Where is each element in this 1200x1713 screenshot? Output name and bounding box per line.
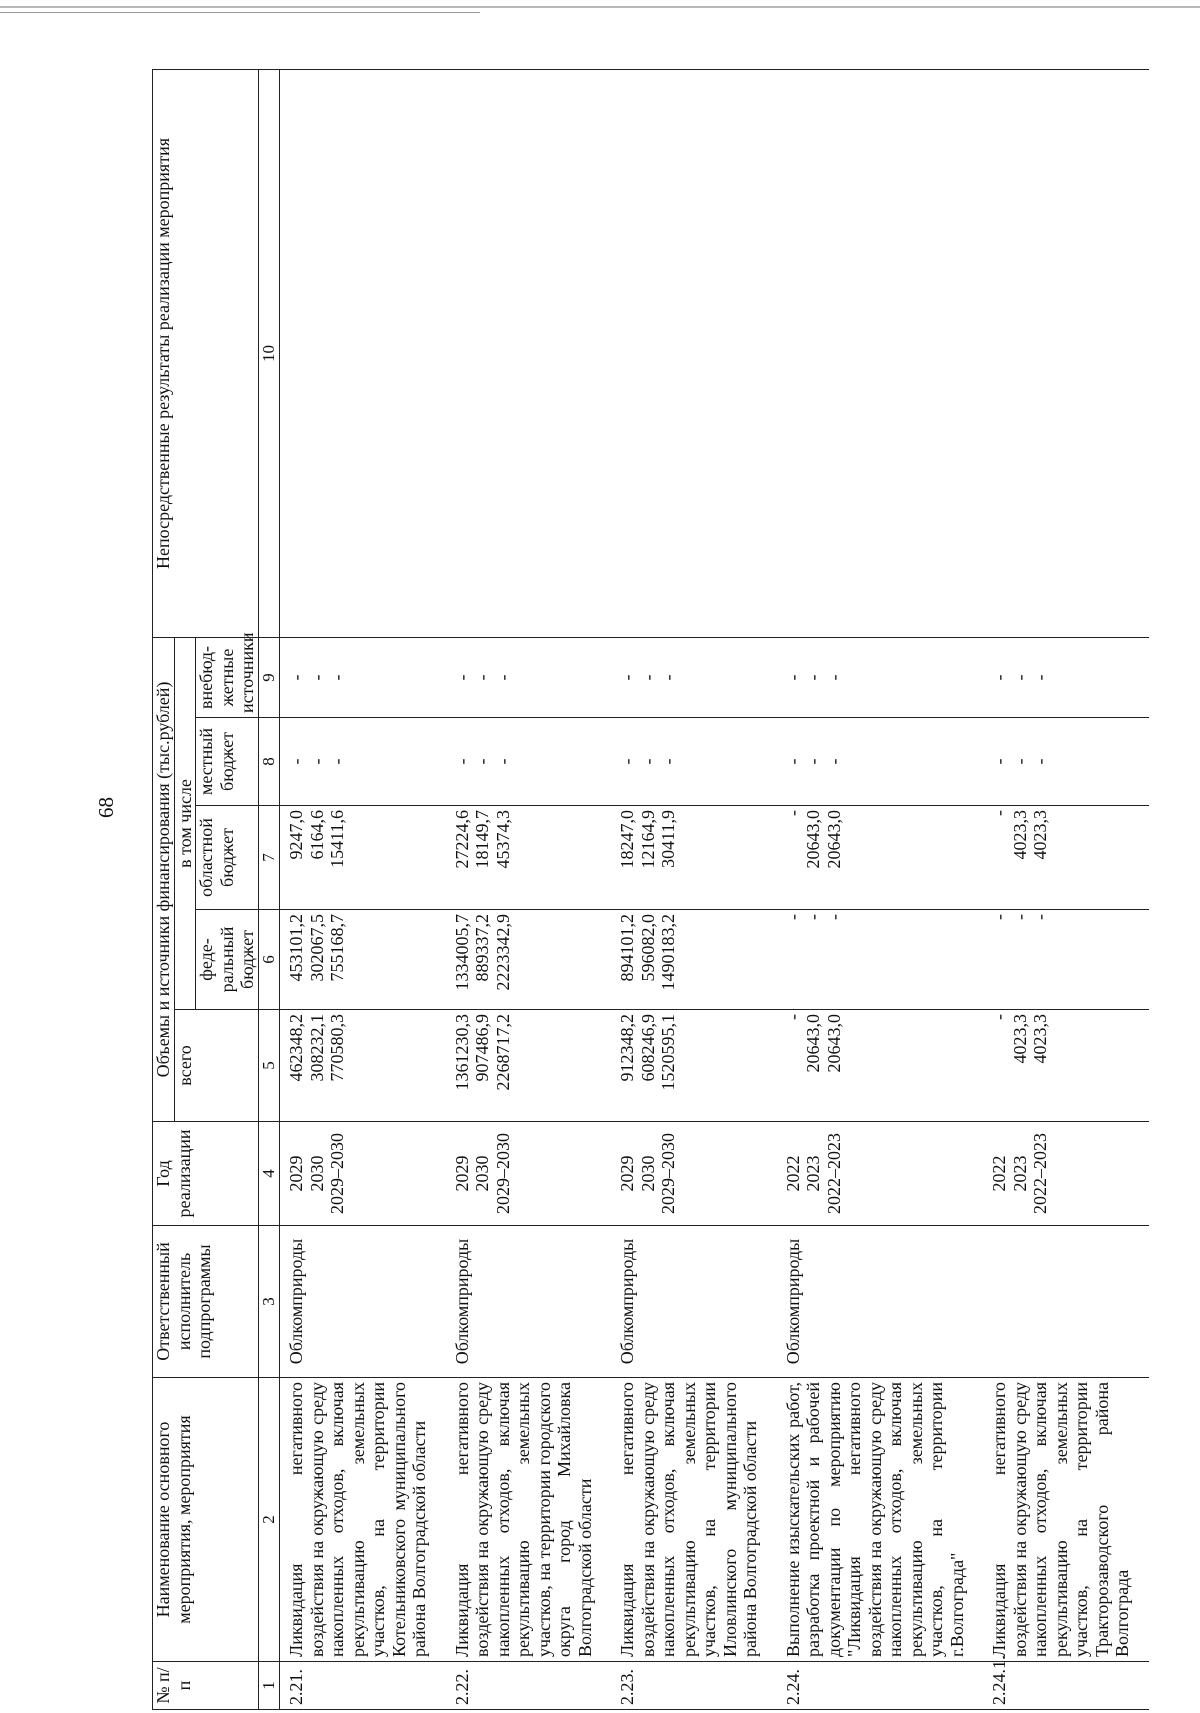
row-number: 2.21. — [280, 1662, 446, 1710]
column-number: 6 — [259, 910, 280, 1010]
results-cell — [280, 69, 446, 637]
scan-top-border-secondary — [0, 12, 480, 13]
activity-name: Ликвидация негативного воздействия на окружающую среду накопленных отходов, включая рекультивацию земельных участков, на территории Тракторозаводского района Волгограда — [983, 1378, 1149, 1662]
years-cell: 2022 2023 2022–2023 — [983, 1122, 1149, 1226]
executor: Облкомприроды — [777, 1226, 984, 1378]
local-cell: - - - — [280, 718, 446, 806]
row-number: 2.24.1. — [983, 1662, 1149, 1710]
header-financing: Объемы и источники финансирования (тыс.рублей) — [153, 637, 175, 1121]
header-year: Год реализации — [153, 1122, 259, 1226]
external-cell: - - - — [777, 637, 984, 717]
federal-cell: - - - — [983, 910, 1149, 1010]
activity-name: Выполнение изыскательских работ, разработка проектной и рабочей документации по мероприятию "Ликвидация негативного воздействия на окружающую среду накопленных отходов, включая рекультивацию земельных участков, на территории г.Волгограда" — [777, 1378, 984, 1662]
column-numbers-row — [259, 69, 280, 1709]
years-cell: 2029 2030 2029–2030 — [280, 1122, 446, 1226]
header-row — [153, 69, 175, 1709]
total-cell: 1361230,3 907486,9 2268717,2 — [446, 1010, 612, 1122]
local-cell: - - - — [446, 718, 612, 806]
header-results: Непосредственные результаты реализации мероприятия — [153, 69, 259, 637]
column-number: 7 — [259, 806, 280, 910]
header-external: внебюд- жетные источники — [196, 637, 259, 717]
federal-cell: - - - — [777, 910, 984, 1010]
header-local: местный бюджет — [196, 718, 259, 806]
total-cell: - 4023,3 4023,3 — [983, 1010, 1149, 1122]
regional-cell: 18247,0 12164,9 30411,9 — [611, 806, 777, 910]
results-cell — [777, 69, 984, 637]
total-cell: 462348,2 308232,1 770580,3 — [280, 1010, 446, 1122]
results-cell — [983, 69, 1149, 637]
header-name: Наименование основного мероприятия, мероприятия — [153, 1378, 259, 1662]
years-cell: 2022 2023 2022–2023 — [777, 1122, 984, 1226]
federal-cell: 453101,2 302067,5 755168,7 — [280, 910, 446, 1010]
page-number: 68 — [94, 797, 118, 818]
executor: Облкомприроды — [280, 1226, 446, 1378]
table-row — [280, 69, 446, 1709]
row-number: 2.22. — [446, 1662, 612, 1710]
regional-cell: 9247,0 6164,6 15411,6 — [280, 806, 446, 910]
scan-top-border — [0, 6, 1200, 8]
header-federal: феде- ральный бюджет — [196, 910, 259, 1010]
years-cell: 2029 2030 2029–2030 — [446, 1122, 612, 1226]
local-cell: - - - — [777, 718, 984, 806]
header-regional: областной бюджет — [196, 806, 259, 910]
column-number: 10 — [259, 69, 280, 637]
federal-cell: 1334005,7 889337,2 2223342,9 — [446, 910, 612, 1010]
column-number: 8 — [259, 718, 280, 806]
external-cell: - - - — [280, 637, 446, 717]
row-number: 2.24. — [777, 1662, 984, 1710]
local-cell: - - - — [983, 718, 1149, 806]
external-cell: - - - — [983, 637, 1149, 717]
rotated-sheet — [152, 70, 1200, 1710]
row-number: 2.23. — [611, 1662, 777, 1710]
activity-name: Ликвидация негативного воздействия на окружающую среду накопленных отходов, включая рекультивацию земельных участков, на территории Котельниковского муниципального района Волгоградской области — [280, 1378, 446, 1662]
column-number: 3 — [259, 1226, 280, 1378]
header-total: всего — [174, 1010, 259, 1122]
column-number: 5 — [259, 1010, 280, 1122]
column-number: 2 — [259, 1378, 280, 1662]
table-row — [983, 69, 1149, 1709]
years-cell: 2029 2030 2029–2030 — [611, 1122, 777, 1226]
external-cell: - - - — [446, 637, 612, 717]
total-cell: - 20643,0 20643,0 — [777, 1010, 984, 1122]
regional-cell: 27224,6 18149,7 45374,3 — [446, 806, 612, 910]
activity-name: Ликвидация негативного воздействия на окружающую среду накопленных отходов, включая рекультивацию земельных участков, на территории городского округа город Михайловка Волгоградской области — [446, 1378, 612, 1662]
executor — [983, 1226, 1149, 1378]
results-cell — [611, 69, 777, 637]
external-cell: - - - — [611, 637, 777, 717]
column-number: 9 — [259, 637, 280, 717]
table-row — [446, 69, 612, 1709]
total-cell: 912348,2 608246,9 1520595,1 — [611, 1010, 777, 1122]
table-row — [777, 69, 984, 1709]
federal-cell: 894101,2 596082,0 1490183,2 — [611, 910, 777, 1010]
column-number: 4 — [259, 1122, 280, 1226]
executor: Облкомприроды — [446, 1226, 612, 1378]
header-executor: Ответственный исполнитель подпрограммы — [153, 1226, 259, 1378]
table-row — [611, 69, 777, 1709]
activity-name: Ликвидация негативного воздействия на окружающую среду накопленных отходов, включая рекультивацию земельных участков, на территории Иловлинского муниципального района Волгоградской области — [611, 1378, 777, 1662]
regional-cell: - 4023,3 4023,3 — [983, 806, 1149, 910]
local-cell: - - - — [611, 718, 777, 806]
header-no: № п/п — [153, 1662, 259, 1710]
regional-cell: - 20643,0 20643,0 — [777, 806, 984, 910]
executor: Облкомприроды — [611, 1226, 777, 1378]
column-number: 1 — [259, 1662, 280, 1710]
header-including: в том числе — [174, 637, 196, 1009]
results-cell — [446, 69, 612, 637]
financing-table — [152, 69, 1149, 1710]
